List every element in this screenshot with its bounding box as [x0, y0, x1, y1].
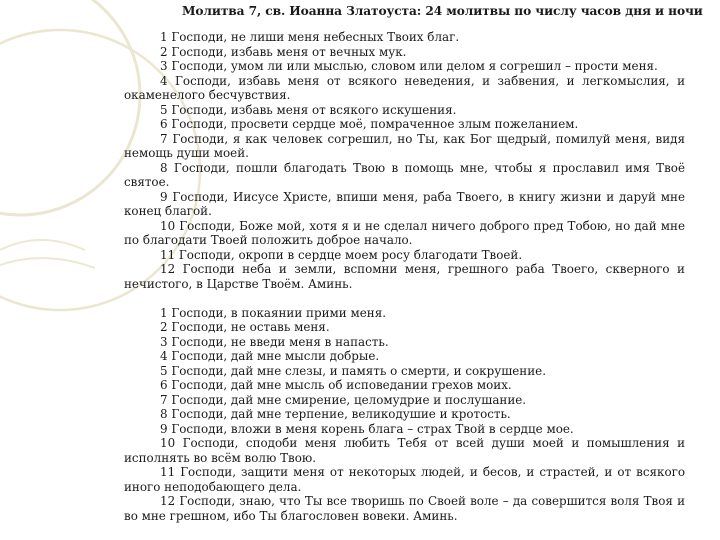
prayer-line: 4 Господи, избавь меня от всякого неведения, и забвения, и легкомыслия, и окаменелого бесчувствия. — [124, 73, 685, 102]
prayer-line: 8 Господи, пошли благодать Твою в помощь мне, чтобы я прославил имя Твоё святое. — [124, 160, 685, 189]
prayer-text — [124, 30, 685, 523]
prayer-line: 3 Господи, не введи меня в напасть. — [160, 334, 389, 349]
prayer-line: 5 Господи, дай мне слезы, и память о смерти, и сокрушение. — [160, 363, 546, 378]
prayer-line: 1 Господи, не лиши меня небесных Твоих благ. — [160, 30, 460, 44]
prayer-line: 10 Господи, сподоби меня любить Тебя от всей души моей и помышления и исполнять во всём волю Твою. — [124, 436, 685, 465]
prayer-line: 4 Господи, дай мне мысли добрые. — [160, 349, 380, 363]
prayer-line: 6 Господи, просвети сердце моё, помраченное злым пожеланием. — [160, 117, 579, 131]
prayer-line: 11 Господи, защити меня от некоторых людей, и бесов, и страстей, и от всякого иного неподобающего дела. — [124, 465, 685, 494]
prayer-line: 6 Господи, дай мне мысль об исповедании грехов моих. — [160, 378, 512, 392]
prayer-line: 12 Господи, знаю, что Ты все творишь по Своей воле – да совершится воля Твоя и во мне грешном, ибо Ты благословен вовеки. Аминь. — [124, 494, 685, 523]
prayer-line: 3 Господи, умом ли или мыслью, словом или делом я согрешил – прости меня. — [160, 59, 658, 73]
prayer-line: 1 Господи, в покаянии прими меня. — [160, 305, 386, 320]
slide-title: Молитва 7, св. Иоанна Златоуста: 24 молитвы по числу часов дня и ночи — [182, 4, 703, 18]
second-prayer-set — [124, 306, 685, 524]
prayer-line: 7 Господи, я как человек согрешил, но Ты, как Бог щедрый, помилуй меня, видя немощь души моей. — [124, 131, 685, 160]
prayer-line: 8 Господи, дай мне терпение, великодушие и кротость. — [160, 407, 511, 421]
prayer-line: 2 Господи, не оставь меня. — [160, 320, 330, 334]
first-prayer-set — [124, 30, 685, 291]
prayer-line: 11 Господи, окропи в сердце моем росу благодати Твоей. — [160, 247, 523, 262]
prayer-line: 9 Господи, вложи в меня корень блага – страх Твой в сердце мое. — [160, 421, 574, 436]
prayer-line: 12 Господи неба и земли, вспомни меня, грешного раба Твоего, скверного и нечистого, в Царстве Твоём. Аминь. — [124, 262, 685, 291]
prayer-line: 9 Господи, Иисусе Христе, впиши меня, раба Твоего, в книгу жизни и даруй мне конец благой. — [124, 189, 685, 218]
prayer-line: 2 Господи, избавь меня от вечных мук. — [160, 44, 407, 59]
prayer-line: 10 Господи, Боже мой, хотя я и не сделал ничего доброго пред Тобою, но дай мне по благодати Твоей положить доброе начало. — [124, 218, 685, 247]
prayer-line: 7 Господи, дай мне смирение, целомудрие и послушание. — [160, 392, 527, 407]
prayer-line: 5 Господи, избавь меня от всякого искушения. — [160, 102, 457, 117]
